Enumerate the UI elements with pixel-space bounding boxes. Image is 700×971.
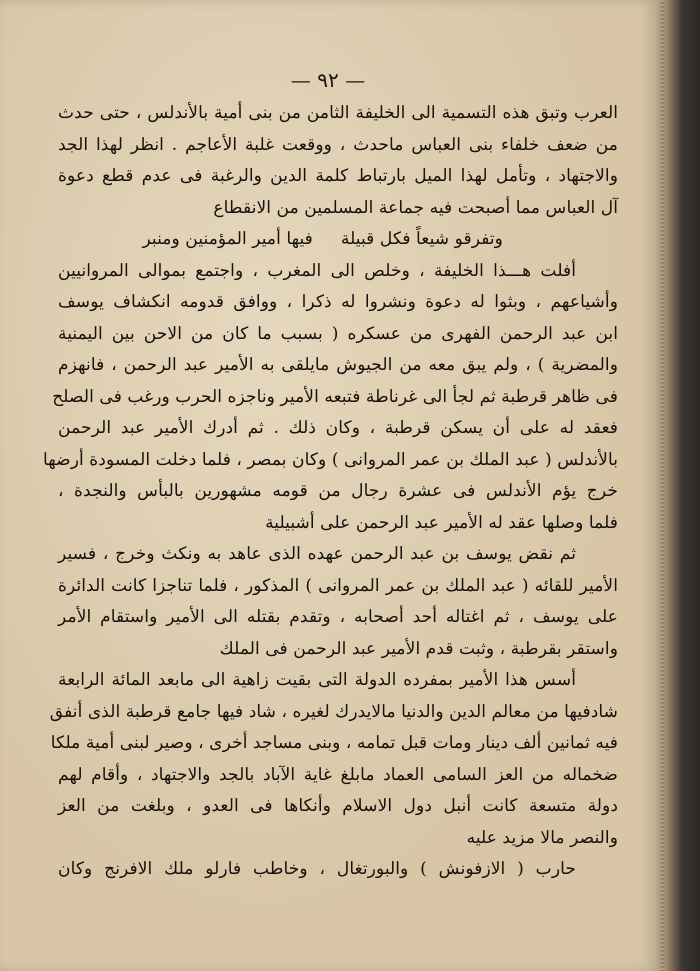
poem-verse bbox=[58, 224, 618, 256]
text-line: أفلت هـــذا الخليفة ، وخلص الى المغرب ، واجتمع بموالى المروانيين bbox=[58, 260, 576, 281]
text-line: فى ظاهر قرطبة ثم لجأ الى غرناطة فتبعه الأمير وناجزه الحرب ورغب فى الصلح bbox=[52, 386, 618, 407]
text-line: من ضعف خلفاء بنى العباس ماحدث ، ووقعت غلبة الأعاجم . انظر لهذا الجد bbox=[58, 134, 618, 155]
text-line: حارب ( الازفونش ) والبورتغال ، وخاطب فارلو ملك الافرنج وكان bbox=[58, 859, 576, 879]
text-line: واستقر بقرطبة ، وثبت قدم الأمير عبد الرحمن فى الملك bbox=[219, 638, 618, 659]
text-line: على يوسف ، ثم اغتاله أحد أصحابه ، وتقدم بقتله الى الأمير واستقام الأمر bbox=[58, 607, 618, 627]
text-line: ثم نقض يوسف بن عبد الرحمن عهده الذى عاهد به ونكث وخرج ، فسير bbox=[58, 544, 576, 564]
binding-edge bbox=[660, 0, 664, 971]
text-line: فلما وصلها عقد له الأمير عبد الرحمن على أشبيلية bbox=[265, 512, 618, 533]
text-line: والنصر مالا مزيد عليه bbox=[466, 827, 618, 848]
page-number: — ٩٢ — bbox=[290, 68, 366, 92]
text-line: دولة متسعة كانت أنبل دول الاسلام وأنكاها فى العدو ، وبلغت من العز bbox=[58, 796, 618, 816]
text-line: شادفيها من معالم الدين والدنيا مالايدرك لغيره ، شاد فيها جامع قرطبة الذى أنفق bbox=[49, 701, 618, 722]
text-line: خرج يؤم الأندلس فى عشرة رجال من قومه مشهورين بالبأس والنجدة ، bbox=[58, 481, 618, 501]
text-line: آل العباس مما أصبحت فيه جماعة المسلمين من الانقطاع bbox=[213, 197, 618, 218]
verse-first-hemistich: وتفرقو شيعاً فكل قبيلة bbox=[340, 229, 503, 249]
text-line: العرب وتبق هذه التسمية الى الخليفة الثامن من بنى أمية بالأندلس ، حتى حدث bbox=[58, 103, 618, 123]
text-line: بالأندلس ( عبد الملك بن عمر المروانى ) وكان بمصر ، فلما دخلت المسودة أرضها bbox=[43, 449, 618, 470]
text-line: ابن عبد الرحمن الفهرى من عسكره ( بسبب ما كان من الاحن بين اليمنية bbox=[58, 323, 618, 344]
text-line: فعقد له على أن يسكن قرطبة ، وكان ذلك . ثم أدرك الأمير عبد الرحمن bbox=[58, 418, 618, 438]
text-line: الأمير للقائه ( عبد الملك بن عمر المروانى ) المذكور ، فلما تناجزا كانت الدائرة bbox=[58, 575, 618, 596]
text-line: فيه ثمانين ألف دينار ومات قبل تمامه ، وبنى مساجد أخرى ، وصير لبنى أمية ملكا bbox=[50, 733, 618, 753]
text-line: وأشياعهم ، وبثوا له دعوة ونشروا له ذكرا ، ووافق قدومه انكشاف يوسف bbox=[58, 292, 618, 312]
text-line: أسس هذا الأمير بمفرده الدولة التى بقيت زاهية الى مابعد المائة الرابعة bbox=[58, 670, 576, 690]
text-line: ضخماله من العز السامى العماد مابلغ غاية الآباد بالجد والاجتهاد ، وأقام لهم bbox=[58, 764, 618, 785]
text-line: والاجتهاد ، وتأمل لهذا الميل بارتباط كلمة الدين والرغبة فى عدم قطع دعوة bbox=[58, 166, 618, 186]
page-text bbox=[43, 98, 618, 886]
text-line: والمضرية ) ، ولم يبق معه من الجيوش مايلقى به الأمير عبد الرحمن ، فانهزم bbox=[58, 355, 618, 375]
verse-second-hemistich: فيها أمير المؤمنين ومنبر bbox=[142, 229, 313, 249]
